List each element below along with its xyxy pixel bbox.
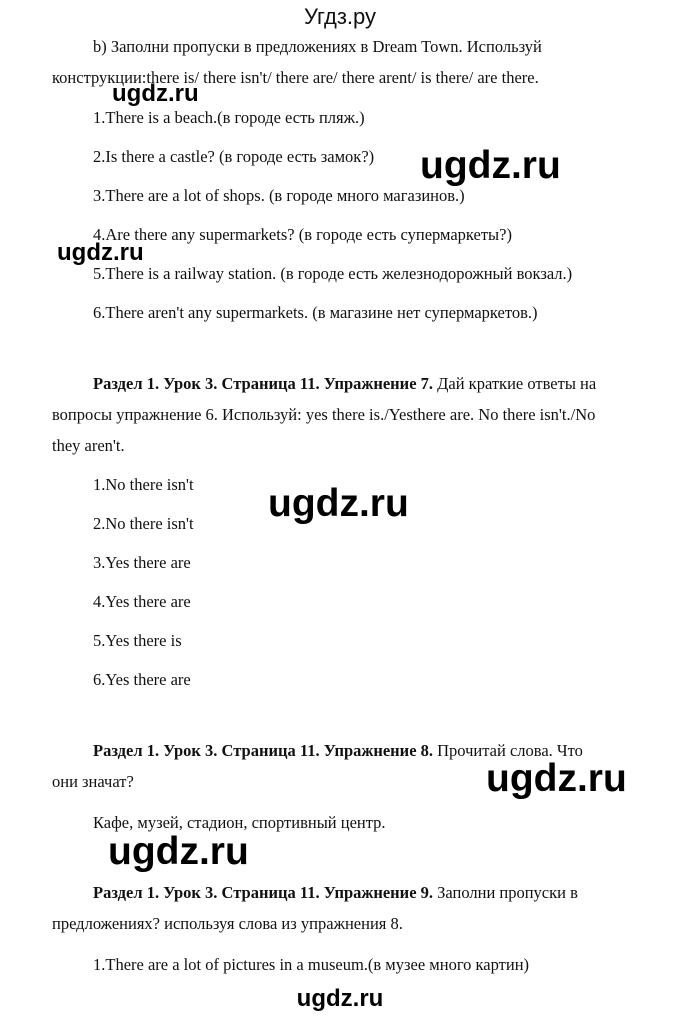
- section-b-item-5: 5.There is a railway station. (в городе есть железнодорожный вокзал.): [93, 264, 573, 283]
- exercise-7-answer-5: 5.Yes there is: [93, 631, 182, 650]
- exercise-7-answer-4: 4.Yes there are: [93, 592, 191, 611]
- exercise-7-line2: вопросы упражнение 6. Используй: yes there is./Yesthere are. No there isn't./No: [52, 405, 596, 424]
- watermark-4: ugdz.ru: [268, 482, 409, 525]
- section-b-item-6: 6.There aren't any supermarkets. (в магазине нет супермаркетов.): [93, 303, 538, 322]
- page-title: Угдз.ру: [303, 4, 377, 29]
- watermark-6: ugdz.ru: [108, 830, 249, 873]
- exercise-7-line1-text: Дай краткие ответы на: [433, 374, 597, 393]
- exercise-7-line3: they aren't.: [52, 436, 125, 455]
- exercise-9-line1: [93, 882, 578, 904]
- exercise-8-line2: они значат?: [52, 772, 134, 791]
- section-b-item-3: 3.There are a lot of shops. (в городе много магазинов.): [93, 186, 465, 205]
- watermark-1: ugdz.ru: [112, 80, 199, 107]
- exercise-9-heading: Раздел 1. Урок 3. Страница 11. Упражнение 9.: [93, 883, 434, 902]
- exercise-9-line2: предложениях? используя слова из упражнения 8.: [52, 914, 403, 933]
- watermark-3: ugdz.ru: [57, 239, 144, 266]
- exercise-7-heading: Раздел 1. Урок 3. Страница 11. Упражнение 7.: [93, 374, 434, 393]
- exercise-7-line1: [93, 373, 596, 395]
- exercise-8-answer: Кафе, музей, стадион, спортивный центр.: [93, 813, 386, 832]
- exercise-9-answer-1: 1.There are a lot of pictures in a museum.(в музее много картин): [93, 955, 530, 974]
- exercise-8-line1-text: Прочитай слова. Что: [433, 741, 583, 760]
- exercise-7-answer-3: 3.Yes there are: [93, 553, 191, 572]
- section-b-instruction-line1: b) Заполни пропуски в предложениях в Dream Town. Используй: [93, 37, 542, 56]
- exercise-7-answer-1: 1.No there isn't: [93, 475, 194, 494]
- watermark-2: ugdz.ru: [420, 144, 561, 187]
- exercise-7-answer-2: 2.No there isn't: [93, 514, 194, 533]
- exercise-7-answer-6: 6.Yes there are: [93, 670, 191, 689]
- section-b-instruction-line2: конструкции:there is/ there isn't/ there are/ there arent/ is there/ are there.: [52, 68, 539, 87]
- section-b-item-4: 4.Are there any supermarkets? (в городе есть супермаркеты?): [93, 225, 512, 244]
- exercise-9-line1-text: Заполни пропуски в: [433, 883, 578, 902]
- exercise-8-heading: Раздел 1. Урок 3. Страница 11. Упражнение 8.: [93, 741, 434, 760]
- section-b-item-1: 1.There is a beach.(в городе есть пляж.): [93, 108, 365, 127]
- watermark-5: ugdz.ru: [486, 757, 627, 800]
- watermark-footer: ugdz.ru: [296, 985, 384, 1012]
- section-b-item-2: 2.Is there a castle? (в городе есть замок?): [93, 147, 375, 166]
